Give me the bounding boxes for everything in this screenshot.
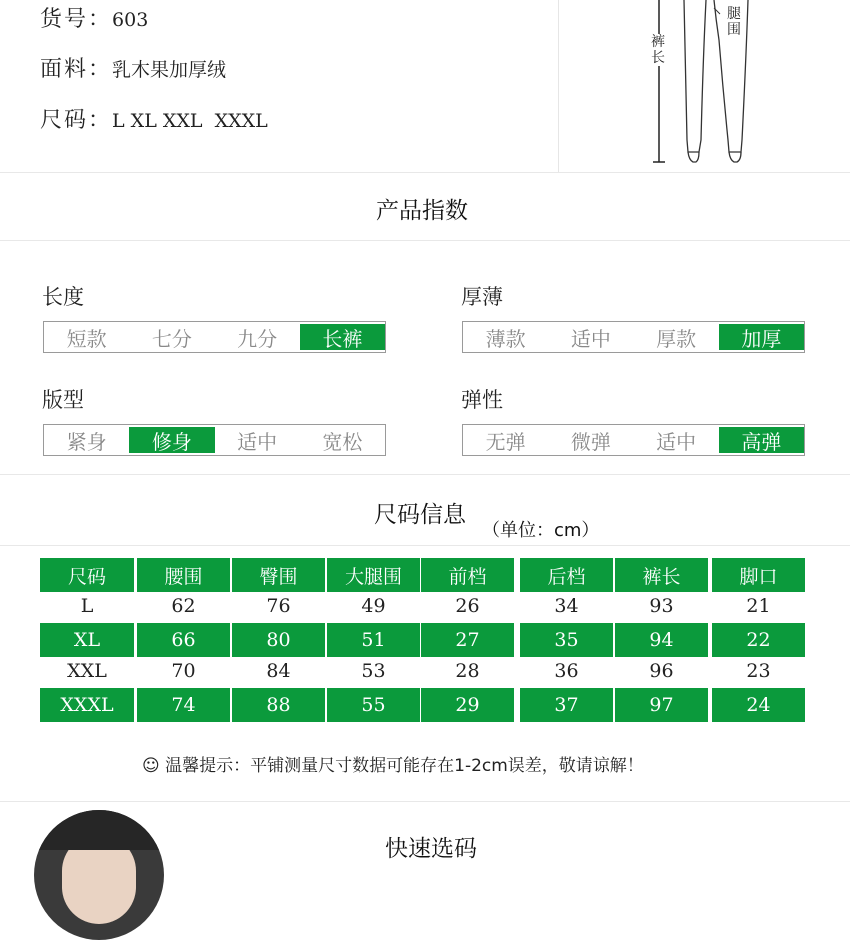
index-title: 产品指数 (376, 198, 468, 224)
size-row (40, 103, 268, 134)
size-info-title: 尺码信息 (374, 502, 466, 528)
table-cell: 62 (171, 595, 196, 617)
table-cell: 66 (137, 623, 230, 657)
index-option: 薄款 (485, 326, 526, 351)
table-header-cell: 大腿围 (327, 558, 420, 592)
index-option: 九分 (237, 326, 278, 351)
table-cell: 29 (421, 688, 514, 722)
fabric-row (40, 52, 226, 83)
model-avatar (34, 810, 164, 940)
index-option: 短款 (66, 326, 107, 351)
item-number-value: 603 (112, 9, 149, 31)
table-header-cell: 脚口 (712, 558, 805, 592)
length-options (43, 321, 386, 353)
table-cell: 26 (455, 595, 480, 617)
table-cell: 34 (554, 595, 579, 617)
divider-top (0, 172, 850, 173)
table-header-cell: 臀围 (232, 558, 325, 592)
pants-diagram (640, 0, 760, 170)
divider-index (0, 240, 850, 241)
elasticity-options (462, 424, 805, 456)
length-label: 裤长 (651, 34, 665, 66)
table-cell: 24 (712, 688, 805, 722)
index-option: 修身 (129, 427, 214, 453)
fit-options (43, 424, 386, 456)
item-number-row (40, 2, 148, 33)
thickness-group-label: 厚薄 (461, 285, 503, 309)
table-cell: 49 (361, 595, 386, 617)
index-option: 长裤 (300, 324, 385, 350)
table-cell: 88 (232, 688, 325, 722)
table-cell: L (80, 595, 94, 617)
table-cell: 94 (615, 623, 708, 657)
table-cell: 55 (327, 688, 420, 722)
index-option: 厚款 (656, 326, 697, 351)
table-cell: 53 (361, 660, 386, 682)
table-cell: 93 (649, 595, 674, 617)
thickness-options (462, 321, 805, 353)
table-header-cell: 前档 (421, 558, 514, 592)
table-cell: XXXL (40, 688, 134, 722)
info-divider (558, 0, 559, 172)
table-cell: 37 (520, 688, 613, 722)
divider-bottom (0, 801, 850, 802)
index-option: 高弹 (719, 427, 804, 453)
size-value: L XL XXL XXXL (112, 110, 268, 132)
fabric-label: 面料： (40, 57, 113, 82)
index-option: 加厚 (719, 324, 804, 350)
table-cell: 74 (137, 688, 230, 722)
table-cell: 51 (327, 623, 420, 657)
thigh-label: 腿围 (727, 6, 741, 38)
table-header-cell: 后档 (520, 558, 613, 592)
size-info-unit: （单位：cm） (482, 520, 600, 541)
fit-group-label: 版型 (42, 388, 84, 412)
table-cell: XXL (67, 660, 107, 682)
index-option: 紧身 (66, 429, 107, 454)
fabric-value: 乳木果加厚绒 (112, 59, 227, 81)
table-cell: 76 (266, 595, 291, 617)
elasticity-group-label: 弹性 (461, 388, 503, 412)
divider-mid (0, 474, 850, 475)
index-option: 宽松 (322, 429, 363, 454)
index-option: 适中 (570, 326, 611, 351)
table-cell: 96 (649, 660, 674, 682)
size-label: 尺码： (40, 108, 113, 133)
table-cell: 84 (266, 660, 291, 682)
index-option: 适中 (237, 429, 278, 454)
table-cell: 23 (746, 660, 771, 682)
table-header-cell: 尺码 (40, 558, 134, 592)
index-option: 七分 (151, 326, 192, 351)
table-cell: XL (40, 623, 134, 657)
table-cell: 28 (455, 660, 480, 682)
index-option: 无弹 (485, 429, 526, 454)
table-cell: 22 (712, 623, 805, 657)
table-header-cell: 腰围 (137, 558, 230, 592)
table-cell: 70 (171, 660, 196, 682)
table-cell: 97 (615, 688, 708, 722)
table-cell: 27 (421, 623, 514, 657)
table-cell: 35 (520, 623, 613, 657)
table-cell: 36 (554, 660, 579, 682)
item-number-label: 货号： (40, 7, 113, 32)
length-group-label: 长度 (42, 285, 84, 309)
index-option: 适中 (656, 429, 697, 454)
table-header-cell: 裤长 (615, 558, 708, 592)
quick-select-title: 快速选码 (385, 836, 477, 862)
table-cell: 21 (746, 595, 771, 617)
measurement-tip: ☺ 温馨提示：平铺测量尺寸数据可能存在1-2cm误差，敬请谅解！ (142, 756, 644, 776)
divider-size (0, 545, 850, 546)
table-cell: 80 (232, 623, 325, 657)
index-option: 微弹 (570, 429, 611, 454)
